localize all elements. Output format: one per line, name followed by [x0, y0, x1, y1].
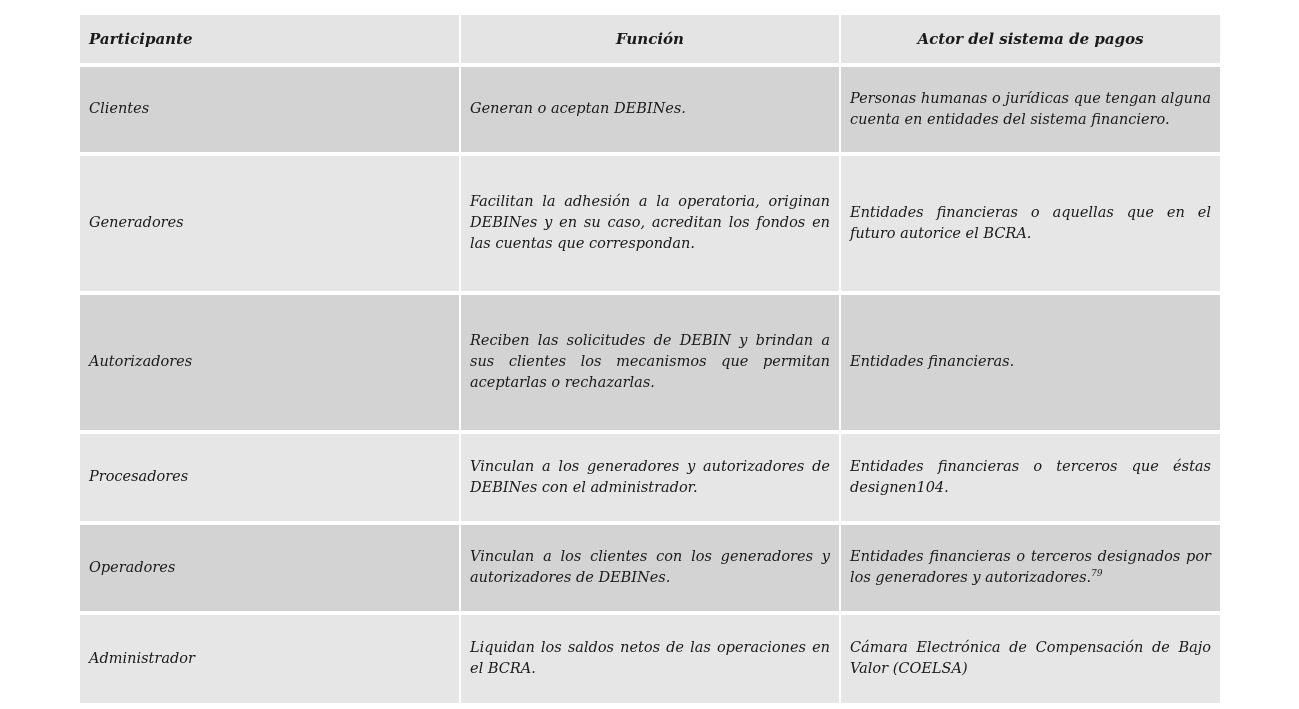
- participants-table: [80, 15, 1220, 703]
- cell-actor: [839, 615, 1220, 703]
- header-participante-label: Participante: [89, 29, 193, 48]
- cell-funcion: [459, 67, 839, 152]
- cell-participante: [80, 525, 459, 611]
- header-actor-label: Actor del sistema de pagos: [917, 29, 1144, 48]
- participante-text: Clientes: [89, 101, 150, 117]
- actor-text: [850, 547, 1211, 589]
- funcion-text: Reciben las solicitudes de DEBIN y brindan a sus clientes los mecanismos que permitan aceptarlas o rechazarlas.: [470, 333, 830, 391]
- cell-funcion: [459, 615, 839, 703]
- participante-text: Administrador: [89, 650, 195, 667]
- actor-text: Entidades financieras o aquellas que en el futuro autorice el BCRA.: [850, 204, 1211, 242]
- footnote-marker: 79: [1091, 569, 1103, 580]
- funcion-text: Vinculan a los generadores y autorizadores de DEBINes con el administrador.: [470, 458, 830, 496]
- participante-text: Operadores: [89, 559, 176, 576]
- actor-text: Cámara Electrónica de Compensación de Bajo Valor (COELSA): [850, 640, 1211, 677]
- cell-actor: [839, 67, 1220, 152]
- funcion-text: Vinculan a los clientes con los generadores y autorizadores de DEBINes.: [470, 549, 830, 586]
- cell-funcion: [459, 156, 839, 291]
- actor-text: Entidades financieras o terceros que éstas designen104.: [850, 458, 1211, 496]
- header-actor: [839, 15, 1220, 63]
- cell-funcion: [459, 525, 839, 611]
- cell-actor: [839, 295, 1220, 430]
- participante-text: Procesadores: [89, 469, 189, 485]
- cell-actor: [839, 434, 1220, 521]
- cell-participante: [80, 434, 459, 521]
- funcion-text: Generan o aceptan DEBINes.: [470, 101, 686, 117]
- header-funcion: [459, 15, 839, 63]
- participante-text: Autorizadores: [89, 354, 193, 370]
- header-funcion-label: Función: [616, 29, 684, 48]
- actor-text: Personas humanas o jurídicas que tengan alguna cuenta en entidades del sistema financiero.: [850, 90, 1211, 128]
- header-participante: [80, 15, 459, 63]
- funcion-text: Facilitan la adhesión a la operatoria, originan DEBINes y en su caso, acreditan los fondos en las cuentas que correspondan.: [470, 194, 830, 252]
- actor-main-text: Entidades financieras o terceros designados por los generadores y autorizadores.: [850, 549, 1211, 586]
- cell-participante: [80, 67, 459, 152]
- cell-participante: [80, 615, 459, 703]
- actor-text: Entidades financieras.: [850, 354, 1015, 370]
- cell-actor: [839, 156, 1220, 291]
- funcion-text: Liquidan los saldos netos de las operaciones en el BCRA.: [470, 640, 830, 677]
- cell-participante: [80, 295, 459, 430]
- cell-participante: [80, 156, 459, 291]
- cell-funcion: [459, 434, 839, 521]
- cell-funcion: [459, 295, 839, 430]
- cell-actor: [839, 525, 1220, 611]
- participante-text: Generadores: [89, 215, 184, 231]
